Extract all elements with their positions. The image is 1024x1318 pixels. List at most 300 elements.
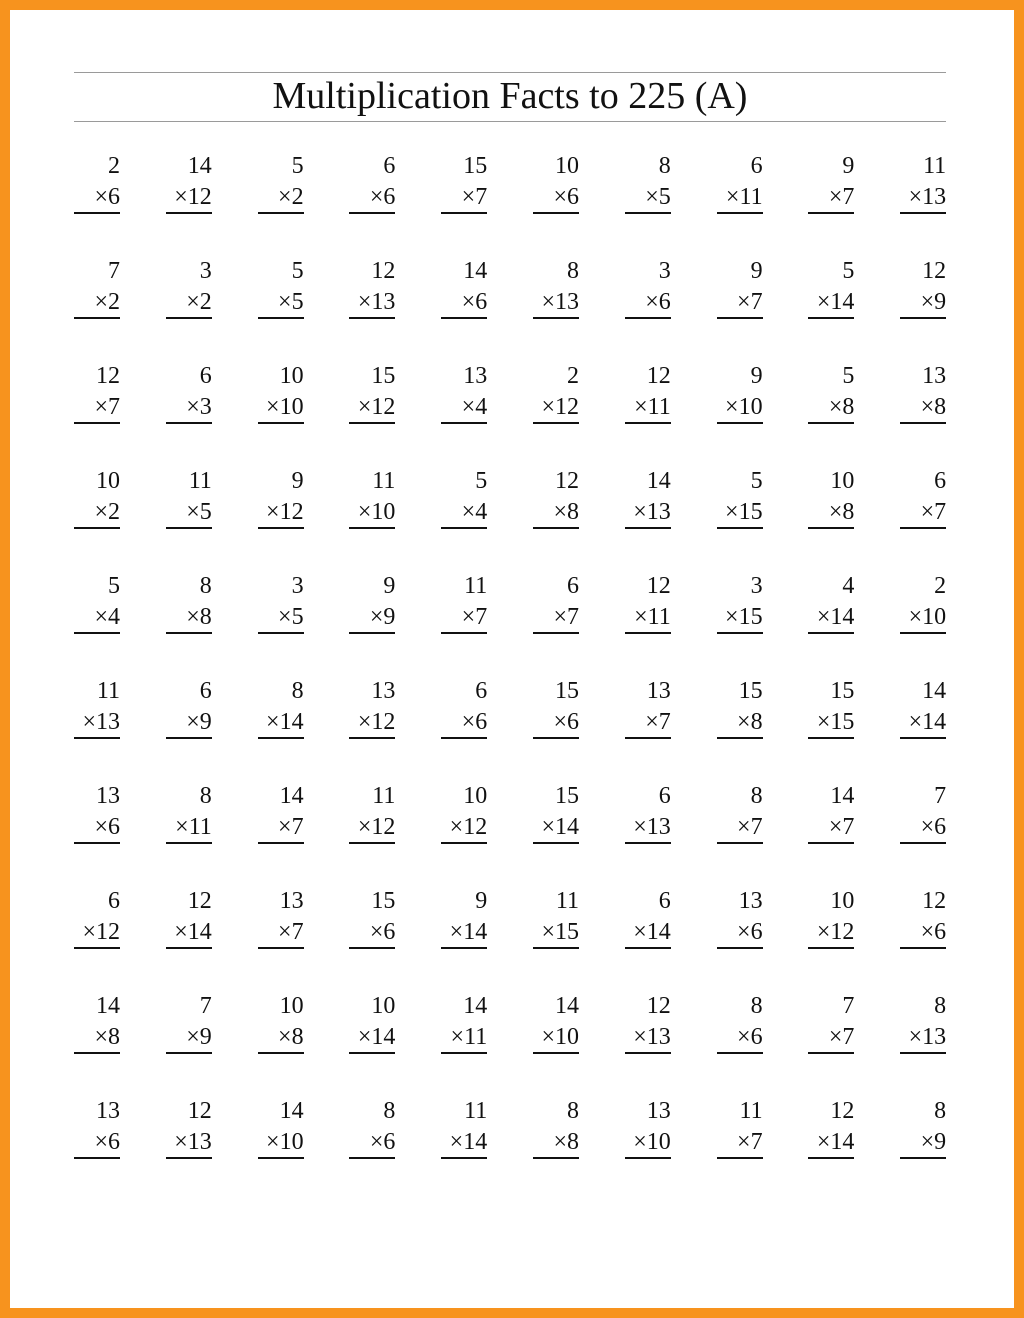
multiplicand: 11 bbox=[739, 1098, 763, 1124]
problem-item bbox=[258, 885, 304, 945]
multiplier-line bbox=[349, 182, 395, 214]
multiplier: 6 bbox=[658, 289, 671, 315]
multiplicand: 6 bbox=[199, 678, 212, 704]
times-sign: × bbox=[725, 184, 740, 210]
problem-item bbox=[625, 675, 671, 735]
multiplier: 10 bbox=[279, 1129, 304, 1155]
times-sign: × bbox=[541, 814, 555, 840]
problem-item bbox=[441, 990, 487, 1050]
problem-item bbox=[166, 1095, 212, 1155]
multiplicand: 10 bbox=[463, 783, 488, 809]
times-sign: × bbox=[278, 1024, 292, 1050]
multiplier: 15 bbox=[830, 709, 855, 735]
problem-item bbox=[441, 780, 487, 840]
problem-item bbox=[625, 465, 671, 525]
multiplier-line bbox=[74, 1127, 120, 1159]
times-sign: × bbox=[541, 919, 555, 945]
multiplier: 8 bbox=[108, 1024, 120, 1050]
multiplier-line bbox=[533, 497, 579, 529]
times-sign: × bbox=[94, 814, 108, 840]
multiplier: 8 bbox=[566, 499, 579, 525]
multiplier: 14 bbox=[554, 814, 579, 840]
times-sign: × bbox=[461, 289, 476, 315]
multiplier: 6 bbox=[108, 184, 120, 210]
problem-item bbox=[717, 780, 763, 840]
multiplier: 6 bbox=[383, 919, 396, 945]
problem-item bbox=[166, 570, 212, 630]
multiplier-line bbox=[808, 287, 854, 319]
multiplier-line bbox=[441, 497, 487, 529]
times-sign: × bbox=[645, 184, 659, 210]
multiplier-line bbox=[808, 917, 854, 949]
multiplicand: 5 bbox=[842, 258, 855, 284]
times-sign: × bbox=[541, 394, 555, 420]
multiplier: 14 bbox=[830, 1129, 855, 1155]
times-sign: × bbox=[357, 814, 372, 840]
multiplicand: 7 bbox=[934, 783, 947, 809]
multiplicand: 6 bbox=[108, 888, 120, 914]
problem-item bbox=[441, 675, 487, 735]
multiplicand: 14 bbox=[96, 993, 120, 1019]
multiplier-line bbox=[808, 497, 854, 529]
multiplicand: 10 bbox=[830, 888, 855, 914]
problem-item bbox=[166, 990, 212, 1050]
multiplier-line bbox=[625, 812, 671, 844]
multiplicand: 8 bbox=[566, 1098, 579, 1124]
problem-item bbox=[625, 885, 671, 945]
multiplicand: 9 bbox=[750, 363, 763, 389]
times-sign: × bbox=[816, 1129, 831, 1155]
multiplicand: 8 bbox=[750, 783, 763, 809]
worksheet-title: Multiplication Facts to 225 (A) bbox=[272, 75, 748, 117]
problem-grid bbox=[74, 150, 946, 1155]
multiplier: 6 bbox=[566, 709, 579, 735]
multiplier-line bbox=[533, 287, 579, 319]
problem-item bbox=[441, 360, 487, 420]
multiplier: 13 bbox=[922, 1024, 947, 1050]
multiplier-line bbox=[258, 1127, 304, 1159]
multiplicand: 8 bbox=[566, 258, 579, 284]
times-sign: × bbox=[357, 499, 372, 525]
problem-item bbox=[717, 1095, 763, 1155]
times-sign: × bbox=[174, 184, 188, 210]
multiplier-line bbox=[441, 287, 487, 319]
multiplier-line bbox=[808, 182, 854, 214]
problem-item bbox=[258, 360, 304, 420]
problem-item bbox=[533, 465, 579, 525]
multiplicand: 14 bbox=[187, 153, 212, 179]
multiplier: 9 bbox=[934, 1129, 947, 1155]
multiplier: 4 bbox=[108, 604, 120, 630]
multiplier-line bbox=[258, 182, 304, 214]
multiplier: 13 bbox=[96, 709, 120, 735]
multiplier-line bbox=[717, 1127, 763, 1159]
worksheet-page bbox=[10, 10, 1014, 1308]
multiplicand: 3 bbox=[291, 573, 304, 599]
multiplier: 7 bbox=[475, 604, 488, 630]
problem-item bbox=[625, 780, 671, 840]
times-sign: × bbox=[449, 814, 464, 840]
multiplier-line bbox=[258, 602, 304, 634]
problem-item bbox=[349, 780, 395, 840]
times-sign: × bbox=[94, 394, 108, 420]
multiplier: 15 bbox=[554, 919, 579, 945]
multiplier: 2 bbox=[108, 289, 120, 315]
multiplier: 12 bbox=[371, 814, 396, 840]
multiplier: 7 bbox=[842, 184, 855, 210]
multiplier-line bbox=[625, 392, 671, 424]
multiplier-line bbox=[533, 812, 579, 844]
multiplier: 14 bbox=[463, 1129, 488, 1155]
multiplier-line bbox=[74, 812, 120, 844]
problem-item bbox=[808, 675, 854, 735]
times-sign: × bbox=[357, 1024, 372, 1050]
times-sign: × bbox=[737, 919, 751, 945]
multiplicand: 13 bbox=[96, 783, 120, 809]
multiplicand: 12 bbox=[646, 573, 671, 599]
problem-item bbox=[166, 360, 212, 420]
multiplicand: 11 bbox=[923, 153, 947, 179]
problem-item bbox=[625, 255, 671, 315]
multiplier: 10 bbox=[554, 1024, 579, 1050]
multiplicand: 12 bbox=[646, 363, 671, 389]
times-sign: × bbox=[553, 1129, 567, 1155]
multiplier-line bbox=[74, 602, 120, 634]
multiplier: 2 bbox=[108, 499, 120, 525]
problem-item bbox=[717, 990, 763, 1050]
times-sign: × bbox=[816, 709, 831, 735]
multiplier-line bbox=[349, 287, 395, 319]
multiplier-line bbox=[166, 182, 212, 214]
multiplier: 5 bbox=[658, 184, 671, 210]
multiplier: 6 bbox=[383, 184, 396, 210]
problem-item bbox=[625, 360, 671, 420]
multiplier: 11 bbox=[647, 394, 671, 420]
multiplier: 11 bbox=[188, 814, 212, 840]
problem-item bbox=[900, 675, 946, 735]
multiplicand: 5 bbox=[475, 468, 488, 494]
multiplier: 9 bbox=[383, 604, 396, 630]
problem-item bbox=[74, 255, 120, 315]
multiplier-line bbox=[441, 392, 487, 424]
multiplier-line bbox=[166, 917, 212, 949]
times-sign: × bbox=[186, 499, 200, 525]
times-sign: × bbox=[828, 499, 843, 525]
problem-item bbox=[808, 885, 854, 945]
times-sign: × bbox=[461, 709, 476, 735]
problem-item bbox=[900, 150, 946, 210]
multiplier-line bbox=[349, 1022, 395, 1054]
multiplier-line bbox=[258, 497, 304, 529]
multiplicand: 12 bbox=[371, 258, 396, 284]
multiplier-line bbox=[717, 287, 763, 319]
times-sign: × bbox=[908, 604, 923, 630]
multiplier: 7 bbox=[842, 814, 855, 840]
times-sign: × bbox=[920, 499, 935, 525]
multiplicand: 14 bbox=[463, 258, 488, 284]
multiplicand: 14 bbox=[279, 1098, 304, 1124]
multiplier-line bbox=[441, 707, 487, 739]
multiplier-line bbox=[258, 917, 304, 949]
times-sign: × bbox=[278, 919, 292, 945]
multiplicand: 10 bbox=[554, 153, 579, 179]
multiplier-line bbox=[533, 182, 579, 214]
problem-item bbox=[900, 570, 946, 630]
multiplicand: 10 bbox=[830, 468, 855, 494]
times-sign: × bbox=[908, 1024, 923, 1050]
multiplier-line bbox=[349, 707, 395, 739]
multiplier: 14 bbox=[646, 919, 671, 945]
multiplier-line bbox=[717, 812, 763, 844]
problem-item bbox=[900, 1095, 946, 1155]
times-sign: × bbox=[186, 1024, 200, 1050]
times-sign: × bbox=[633, 919, 647, 945]
multiplier: 13 bbox=[646, 814, 671, 840]
multiplier: 6 bbox=[750, 1024, 763, 1050]
multiplier-line bbox=[533, 1022, 579, 1054]
multiplicand: 13 bbox=[922, 363, 947, 389]
multiplier-line bbox=[717, 392, 763, 424]
multiplier: 6 bbox=[750, 919, 763, 945]
problem-item bbox=[625, 570, 671, 630]
problem-item bbox=[74, 885, 120, 945]
problem-item bbox=[625, 150, 671, 210]
multiplicand: 13 bbox=[646, 1098, 671, 1124]
multiplier: 12 bbox=[279, 499, 304, 525]
times-sign: × bbox=[737, 709, 751, 735]
problem-item bbox=[74, 570, 120, 630]
times-sign: × bbox=[553, 499, 567, 525]
times-sign: × bbox=[633, 499, 647, 525]
multiplicand: 13 bbox=[463, 363, 488, 389]
multiplier: 7 bbox=[108, 394, 120, 420]
times-sign: × bbox=[634, 604, 648, 630]
problem-item bbox=[808, 255, 854, 315]
problem-item bbox=[349, 885, 395, 945]
problem-item bbox=[441, 885, 487, 945]
multiplicand: 9 bbox=[475, 888, 488, 914]
times-sign: × bbox=[541, 289, 555, 315]
multiplicand: 13 bbox=[279, 888, 304, 914]
multiplier-line bbox=[533, 392, 579, 424]
multiplier-line bbox=[166, 1022, 212, 1054]
times-sign: × bbox=[357, 709, 372, 735]
times-sign: × bbox=[633, 1024, 647, 1050]
multiplier: 6 bbox=[475, 709, 488, 735]
multiplier-line bbox=[900, 1127, 946, 1159]
multiplier-line bbox=[717, 1022, 763, 1054]
multiplicand: 14 bbox=[646, 468, 671, 494]
multiplier-line bbox=[717, 707, 763, 739]
times-sign: × bbox=[94, 1129, 108, 1155]
problem-item bbox=[900, 465, 946, 525]
multiplier-line bbox=[258, 707, 304, 739]
times-sign: × bbox=[645, 709, 659, 735]
multiplier: 10 bbox=[922, 604, 947, 630]
problem-item bbox=[717, 465, 763, 525]
problem-item bbox=[166, 675, 212, 735]
multiplicand: 6 bbox=[934, 468, 947, 494]
problem-item bbox=[441, 465, 487, 525]
multiplier: 13 bbox=[554, 289, 579, 315]
multiplier-line bbox=[900, 287, 946, 319]
multiplier: 8 bbox=[842, 394, 855, 420]
problem-item bbox=[808, 780, 854, 840]
problem-item bbox=[625, 990, 671, 1050]
times-sign: × bbox=[461, 184, 476, 210]
times-sign: × bbox=[828, 394, 843, 420]
multiplier-line bbox=[441, 812, 487, 844]
multiplier: 11 bbox=[739, 184, 763, 210]
multiplicand: 5 bbox=[291, 258, 304, 284]
multiplier: 12 bbox=[96, 919, 120, 945]
multiplier: 8 bbox=[842, 499, 855, 525]
multiplier-line bbox=[625, 1022, 671, 1054]
multiplicand: 3 bbox=[750, 573, 763, 599]
multiplier: 12 bbox=[463, 814, 488, 840]
problem-item bbox=[258, 255, 304, 315]
multiplicand: 8 bbox=[750, 993, 763, 1019]
times-sign: × bbox=[816, 604, 831, 630]
multiplier: 7 bbox=[750, 1129, 763, 1155]
times-sign: × bbox=[920, 919, 935, 945]
times-sign: × bbox=[633, 1129, 647, 1155]
multiplicand: 8 bbox=[658, 153, 671, 179]
multiplicand: 6 bbox=[750, 153, 763, 179]
multiplicand: 15 bbox=[554, 678, 579, 704]
times-sign: × bbox=[461, 394, 476, 420]
times-sign: × bbox=[920, 394, 935, 420]
problem-item bbox=[74, 675, 120, 735]
multiplicand: 14 bbox=[830, 783, 855, 809]
multiplier: 2 bbox=[199, 289, 212, 315]
times-sign: × bbox=[725, 394, 739, 420]
multiplicand: 12 bbox=[187, 1098, 212, 1124]
multiplier-line bbox=[900, 917, 946, 949]
times-sign: × bbox=[737, 814, 751, 840]
multiplier: 10 bbox=[646, 1129, 671, 1155]
multiplier-line bbox=[625, 917, 671, 949]
times-sign: × bbox=[449, 919, 464, 945]
problem-item bbox=[441, 150, 487, 210]
multiplier-line bbox=[900, 497, 946, 529]
times-sign: × bbox=[908, 184, 923, 210]
multiplier-line bbox=[441, 602, 487, 634]
problem-item bbox=[533, 255, 579, 315]
problem-item bbox=[900, 255, 946, 315]
multiplier-line bbox=[717, 182, 763, 214]
problem-item bbox=[717, 570, 763, 630]
multiplicand: 10 bbox=[371, 993, 396, 1019]
multiplicand: 2 bbox=[934, 573, 947, 599]
times-sign: × bbox=[725, 604, 739, 630]
multiplicand: 8 bbox=[383, 1098, 396, 1124]
multiplier: 8 bbox=[566, 1129, 579, 1155]
multiplier-line bbox=[349, 392, 395, 424]
times-sign: × bbox=[828, 814, 843, 840]
problem-item bbox=[900, 780, 946, 840]
multiplicand: 8 bbox=[291, 678, 304, 704]
times-sign: × bbox=[920, 289, 935, 315]
multiplicand: 6 bbox=[566, 573, 579, 599]
times-sign: × bbox=[737, 1129, 751, 1155]
multiplicand: 9 bbox=[750, 258, 763, 284]
multiplicand: 5 bbox=[750, 468, 763, 494]
multiplicand: 15 bbox=[371, 363, 396, 389]
multiplicand: 15 bbox=[371, 888, 396, 914]
multiplier: 15 bbox=[738, 499, 763, 525]
times-sign: × bbox=[278, 604, 292, 630]
problem-item bbox=[349, 675, 395, 735]
times-sign: × bbox=[94, 499, 108, 525]
problem-item bbox=[349, 465, 395, 525]
multiplier: 10 bbox=[738, 394, 763, 420]
times-sign: × bbox=[461, 499, 476, 525]
multiplicand: 6 bbox=[658, 888, 671, 914]
multiplicand: 11 bbox=[464, 573, 488, 599]
times-sign: × bbox=[186, 394, 200, 420]
multiplicand: 11 bbox=[372, 468, 396, 494]
multiplier-line bbox=[625, 602, 671, 634]
problem-item bbox=[166, 780, 212, 840]
multiplier-line bbox=[625, 182, 671, 214]
times-sign: × bbox=[278, 184, 292, 210]
times-sign: × bbox=[94, 1024, 108, 1050]
multiplier-line bbox=[166, 287, 212, 319]
multiplier: 7 bbox=[566, 604, 579, 630]
problem-item bbox=[533, 150, 579, 210]
multiplier-line bbox=[258, 287, 304, 319]
multiplicand: 6 bbox=[199, 363, 212, 389]
times-sign: × bbox=[553, 709, 567, 735]
multiplier-line bbox=[441, 917, 487, 949]
multiplier: 7 bbox=[750, 814, 763, 840]
multiplier: 10 bbox=[371, 499, 396, 525]
multiplier-line bbox=[74, 287, 120, 319]
times-sign: × bbox=[186, 709, 200, 735]
multiplicand: 13 bbox=[96, 1098, 120, 1124]
multiplicand: 11 bbox=[188, 468, 212, 494]
problem-item bbox=[74, 990, 120, 1050]
multiplicand: 13 bbox=[371, 678, 396, 704]
multiplicand: 14 bbox=[554, 993, 579, 1019]
multiplier-line bbox=[74, 182, 120, 214]
multiplier: 8 bbox=[934, 394, 947, 420]
problem-item bbox=[717, 255, 763, 315]
problem-item bbox=[808, 150, 854, 210]
multiplier: 12 bbox=[371, 394, 396, 420]
multiplier-line bbox=[258, 812, 304, 844]
problem-item bbox=[533, 885, 579, 945]
multiplier: 14 bbox=[830, 604, 855, 630]
multiplicand: 5 bbox=[108, 573, 120, 599]
multiplier-line bbox=[258, 1022, 304, 1054]
multiplicand: 12 bbox=[554, 468, 579, 494]
multiplier-line bbox=[74, 497, 120, 529]
multiplier: 13 bbox=[646, 1024, 671, 1050]
multiplicand: 11 bbox=[464, 1098, 488, 1124]
multiplier: 12 bbox=[371, 709, 396, 735]
multiplier-line bbox=[533, 1127, 579, 1159]
times-sign: × bbox=[278, 289, 292, 315]
problem-item bbox=[258, 465, 304, 525]
times-sign: × bbox=[541, 1024, 555, 1050]
times-sign: × bbox=[816, 919, 831, 945]
multiplicand: 15 bbox=[738, 678, 763, 704]
multiplicand: 13 bbox=[646, 678, 671, 704]
problem-item bbox=[349, 570, 395, 630]
problem-item bbox=[808, 1095, 854, 1155]
